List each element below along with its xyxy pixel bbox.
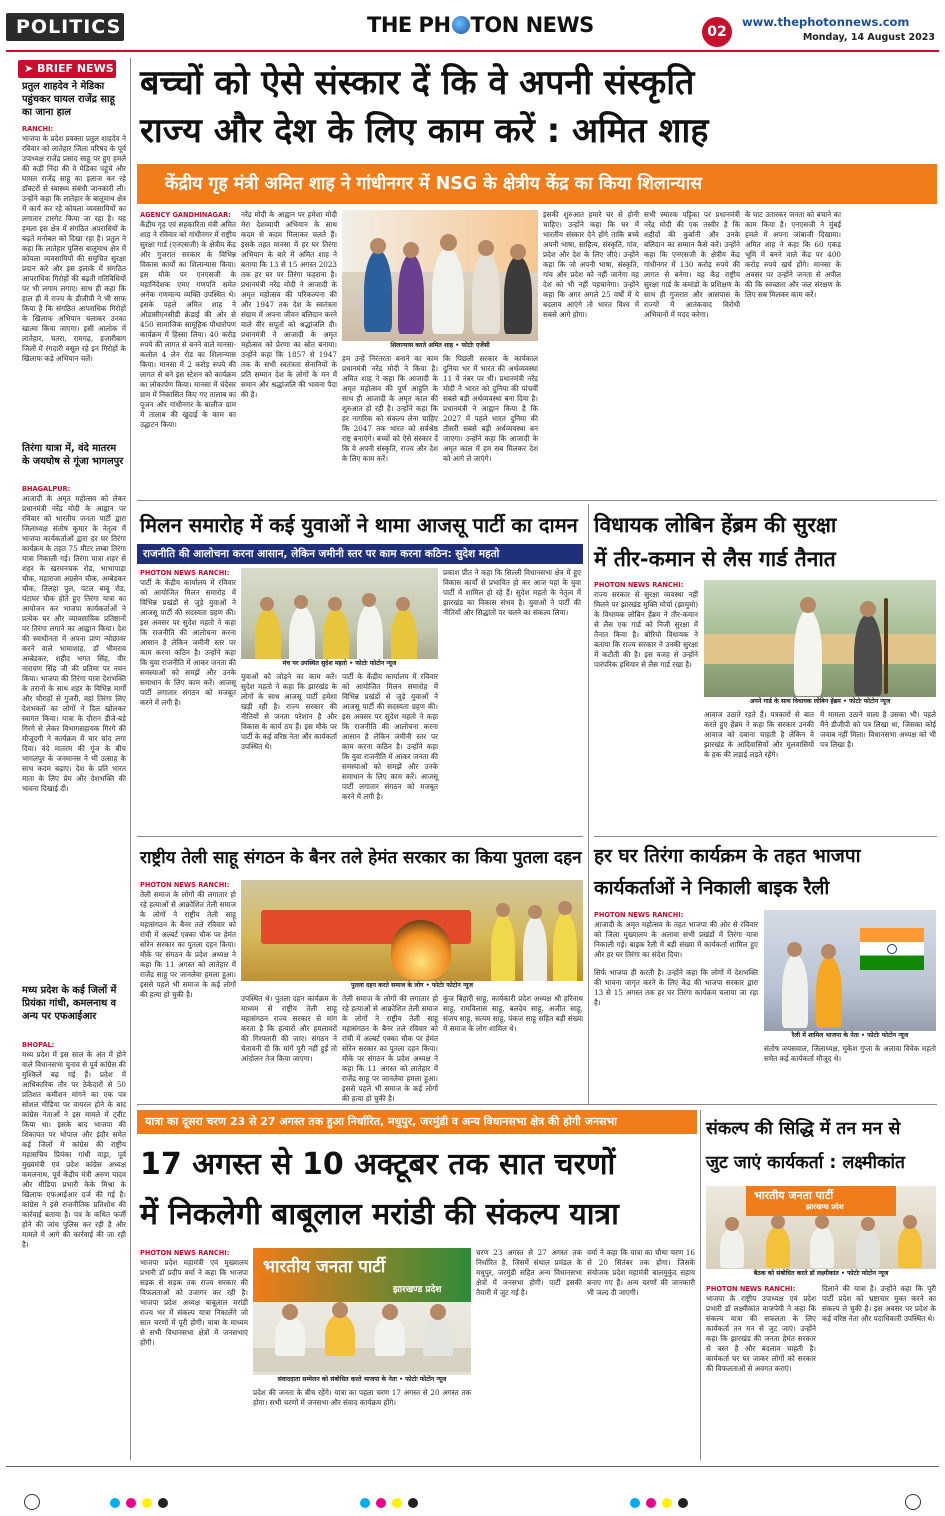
lead-photo-head <box>403 242 419 258</box>
ajsu-dateline: PHOTON NEWS RANCHI: <box>140 569 230 577</box>
sahu-dateline: PHOTON NEWS RANCHI: <box>140 881 230 889</box>
sahu-col-4 <box>443 994 583 1098</box>
lead-col-7 <box>745 210 841 492</box>
sankalp-dateline: PHOTON NEWS RANCHI: <box>706 1285 796 1293</box>
yatra-banner <box>253 1248 471 1302</box>
hembram-photo-head <box>800 597 816 613</box>
lead-photo-head <box>370 238 386 254</box>
brief-headline-3: मध्य प्रदेश के कई जिलों में प्रियंका गांधी, कमलनाथ व अन्य पर एफआईआर <box>22 985 117 1022</box>
lead-col-7-text: के घाट उतारकर जनता को बचाने का काम किया है। एनएसजी ने मुंबई हमले में अपना जांबाजी दिखाया। अमित शाह ने कहा कि 60 एकड़ भूमि में बनने वाले केंद्र पर 400 करोड़ रुपये खर्च होंगे। मानसा के अवसर पर उन्होंने जनता से अपील की कि स्वच्छता और जल संरक्षण के लिए सब मिलकर काम करें। <box>745 210 841 299</box>
ajsu-photo-head <box>396 597 410 611</box>
cmyk-dot-magenta <box>646 1498 656 1508</box>
brief-headline-1: प्रतुल शाहदेव ने मेडिका पहुंचकर घायल राजेंद्र साहू का जाना हाल <box>22 81 115 118</box>
hembram-col-3 <box>820 710 936 830</box>
yatra-photo-head <box>382 1304 398 1320</box>
ajsu-col-4-text: पार्टी के केंद्रीय कार्यालय में रविवार को आयोजित मिलन समारोह में विभिन्न प्रखंडों से जुड़े युवाओं ने आजसू पार्टी की सदस्यता ग्रहण की। इस अवसर पर सुदेश महतो ने कहा कि राजनीति की आलोचना करना आसान है लेकिन जमीनी स्तर पर काम करना कठिन है। उन्होंने कहा कि युवा राजनीति में आकर जनता की समस्याओं को समझें और उनके समाधान के लिए काम करें। आजसू पार्टी लगातार संगठन को मजबूत करने में लगी है। <box>342 672 438 801</box>
lead-col-6-text: सभी स्मारक पट्टिका पर प्रधानमंत्री नरेंद्र मोदी की एक तस्वीर है कि शहीदों की कुर्बानी और उनके बलिदान का सम्मान कैसे करें। उन्होंने कहा कि एनएसजी के क्षेत्रीय केंद्र गांधीनगर में 130 करोड़ रुपये की लागत से बनेगा। यह केंद्र राष्ट्रीय सुरक्षा गार्ड के कमांडो के प्रशिक्षण के साथ ही गुजरात और आसपास के राज्यों में आतंकवाद विरोधी अभियानों में मदद करेगा। <box>644 210 740 319</box>
yatra-photo-head <box>332 1302 348 1318</box>
brief-body-3 <box>22 1040 126 1458</box>
sahu-photo-person <box>491 914 515 986</box>
sahu-photo-head <box>558 901 572 915</box>
sahu-photo-person <box>523 916 547 986</box>
cmyk-dot-cyan <box>630 1498 640 1508</box>
sahu-col-2 <box>241 994 337 1098</box>
yatra-photo-head <box>282 1304 298 1320</box>
lead-col-2-text: नरेंद्र मोदी के आह्वान पर हमेशा मोदी मेरा देशव्यापी अभियान के साथ कदम से कदम मिलाकर चलते हैं। इसके तहत मानसा में हर घर तिरंगा अभियान के बारे में अमित शाह ने बताया कि 13 से 15 अगस्त 2023 तक हर घर पर तिरंगा फहराना है। प्रधानमंत्री नरेंद्र मोदी ने आजादी के अमृत महोत्सव की परिकल्पना की और 1947 तक देश के स्वतंत्रता संग्राम में अपना जीवन बलिदान करने वाले वीर सपूतों को श्रद्धांजलि दी। प्रधानमंत्री ने आजादी के अमृत महोत्सव को प्रेरणा का स्रोत बनाया। उन्होंने कहा कि 1857 से 1947 तक के सभी स्वतंत्रता सेनानियों के प्रति सम्मान देश के लोगों के मन में समान और श्रद्धांजलि की भावना पैदा की है। <box>241 210 337 399</box>
sankalp-photo-head <box>861 1217 875 1231</box>
lead-photo-head <box>440 234 457 251</box>
cmyk-dot-cyan <box>110 1498 120 1508</box>
hembram-dateline: PHOTON NEWS RANCHI: <box>594 581 684 589</box>
crosshair-icon <box>905 1494 921 1510</box>
sahu-col-3-text: कुंज बिहारी साहू, कार्यकारी प्रदेश अध्यक्ष श्री हरिनाथ साहू, रामविलास साहू, बलदेव साहू, अजीत साहू, संजय साहू, सत्यम साहू, पंकज साहू सहित बड़ी संख्या में समाज के लोग शामिल थे। <box>443 994 583 1033</box>
ajsu-col-4 <box>342 672 438 830</box>
tiranga-photo-person <box>782 954 808 1028</box>
sahu-headline: राष्ट्रीय तेली साहू संगठन के बैनर तले हेमंत सरकार का किया पुतला दहन <box>140 848 582 868</box>
tiranga-photo-person <box>816 956 842 1028</box>
masthead-rule <box>6 50 939 52</box>
footer-rule <box>6 1466 939 1467</box>
yatra-dateline: PHOTON NEWS RANCHI: <box>140 1249 230 1257</box>
cmyk-dot-yellow <box>142 1498 152 1508</box>
ajsu-col-2-text: युवाओं को जोड़ने का काम करें। सुदेश महतो ने कहा कि झारखंड के लोगों के साथ आजसू पार्टी हमेशा खड़ी रही है। राज्य सरकार की नीतियों से जनता परेशान है और विकास के कार्य ठप हैं। इस मौके पर पार्टी के कई वरिष्ठ नेता और कार्यकर्ता उपस्थित थे। <box>241 672 338 751</box>
sankalp-photo-head <box>903 1215 917 1229</box>
bow-icon <box>884 598 888 694</box>
lead-col-1-text: केंद्रीय गृह एवं सहकारिता मंत्री अमित शाह ने रविवार को गांधीनगर में राष्ट्रीय सुरक्षा गार्ड (एनएसजी) के क्षेत्रीय केंद्र और गुजरात सरकार के विभिन्न विकास कार्यों का शिलान्यास किया। इस मौके पर एनएसजी के महानिदेशक एमए गणपति समेत अनेक गणमान्य व्यक्ति उपस्थित थे। इसके पहले अमित शाह ने औडासीएनसीडी क्रेडाई की ओर से 450 सामाजिक सामूहिक पौधारोपण कार्यक्रम में हिस्सा लिया। 40 करोड़ रुपये की लागत से बनने वाले मानसा-कलोल 4 लेन रोड का शिलान्यास किया। मानसा में 2 करोड़ रुपये की लागत से बने इस स्टेशन को कार्यक्रम का लोकार्पण किया। मानसा में चंदेसर ग्राम में निकासित किए गए तालाब का पूजन और गांधीनगर के बालीज ग्राम में तालाब की खुदाई के काम का उद्घाटन किया। <box>140 220 236 429</box>
sahu-col-1-text: तेली समाज के लोगों की लगातार हो रहे हत्याओं से आक्रोशित तेली समाज के लोगों ने राष्ट्रीय तेली साहू महासंगठन के बैनर तले रविवार को रांची में अल्बर्ट एक्का चौक पर हेमंत सोरेन सरकार का पुतला दहन किया। मौके पर संगठन के प्रदेश अध्यक्ष ने कहा कि 11 अगस्त को लातेहार में राजेंद्र साहू पर जानलेवा हमला हुआ। इससे पहले भी समाज के कई लोगों की हत्या हो चुकी है। <box>140 890 236 999</box>
sahu-col-3 <box>342 994 438 1103</box>
sankalp-photo-head <box>771 1215 785 1229</box>
tiranga-col-3 <box>764 1044 936 1098</box>
sankalp-banner-text: भारतीय जनता पार्टी <box>754 1189 834 1202</box>
yatra-col-4-text: वर्मा ने कहा कि यात्रा का चौथा चरण 16 से 20 सितंबर तक होगा। जिसके संयोजक प्रदेश महामंत्री बालमुकुंद सहाय बनाए गए हैं। अन्य चरणों की जानकारी भी जल्द दी जाएगी। <box>587 1248 695 1297</box>
yatra-banner-sub: झारखण्ड प्रदेश <box>393 1285 442 1295</box>
ajsu-col-3 <box>443 568 581 830</box>
yatra-strap-text: यात्रा का दूसरा चरण 23 से 27 अगस्त तक हुआ निर्धारित, मधुपुर, जरमुंडी व अन्य विधानसभा क्षेत्र की होगी जनसभा <box>145 1115 617 1128</box>
page-number <box>702 17 732 47</box>
page-number-text: 02 <box>707 24 727 40</box>
lead-col-4-text: कि पिछली सरकार के कार्यकाल दुनिया भर में भारत की अर्थव्यवस्था 11 वें नंबर पर थी। प्रधानमंत्री नरेंद्र मोदी ने भारत को दुनिया की पांचवीं सबसे बड़ी अर्थव्यवस्था बना दिया है। प्रधानमंत्री ने आह्वान किया है कि 2027 में पहले भारत दुनिया की तीसरी सबसे बड़ी अर्थव्यवस्था बन जाएगा। उन्होंने कहा कि आजादी के अमृत काल में हम सब मिलकर देश को आगे ले जाएंगे। <box>443 354 538 463</box>
sahu-photo-caption: पुतला दहन करते समाज के लोग • फोटोः फोटोन न्यूज <box>241 981 583 990</box>
sankalp-photo-caption: बैठक को संबोधित करते डॉ लक्ष्मीकांत • फोटोः फोटोन न्यूज <box>706 1269 936 1278</box>
lead-col-5-text: इसकी शुरुआत हमारे घर से होनी चाहिए। उन्होंने कहा कि घर में भारतीय संस्कार देने होंगे ताकि बच्चे अपनी भाषा, साहित्य, संस्कृति, गांव, प्रदेश और देश के लिए जीएं। उन्होंने कहा कि जो अपनी भाषा, संस्कृति, गांव और प्रदेश को नहीं जानेगा वह देश को भी नहीं पहचानेगा। उन्होंने कहा कि अगर अगले 25 वर्षों में ये बदलाव आएंगे तो भारत विश्व में सबसे आगे होगा। <box>543 210 639 319</box>
ajsu-col-1-text: पार्टी के केंद्रीय कार्यालय में रविवार को आयोजित मिलन समारोह में विभिन्न प्रखंडों से जुड़े युवाओं ने आजसू पार्टी की सदस्यता ग्रहण की। इस अवसर पर सुदेश महतो ने कहा कि राजनीति की आलोचना करना आसान है लेकिन जमीनी स्तर पर काम करना कठिन है। उन्होंने कहा कि युवा राजनीति में आकर जनता की समस्याओं को समझें और उनके समाधान के लिए काम करें। आजसू पार्टी लगातार संगठन को मजबूत करने में लगी है। <box>140 578 236 707</box>
tiranga-col-3-text: संतोष जयसवाल, जिलाध्यक्ष, मुकेश गुप्ता के अलावा विवेक महतो समेत कई कार्यकर्ता मौजूद थे। <box>764 1044 936 1063</box>
hembram-photo-caption: अपने गार्ड के साथ विधायक लोबिन हेंब्रम • फोटोः फोटोन न्यूज <box>704 697 936 706</box>
brief-dateline-1: RANCHI: <box>22 125 54 133</box>
sankalp-photo <box>706 1186 936 1278</box>
sankalp-headline-line-1: संकल्प की सिद्धि में तन मन से <box>706 1119 901 1139</box>
issue-date: Monday, 14 August 2023 <box>802 32 935 43</box>
sankalp-photo-person <box>810 1226 834 1268</box>
brief-text-3: मध्य प्रदेश में इस साल के अंत में होने वाले विधानसभा चुनाव से पूर्व कांग्रेस की मुश्किलें बढ़ गई हैं। प्रदेश में आधिकारिक तौर पर ठेकेदारों से 50 प्रतिशत कमीशन मांगने का एक पत्र सोशल मीडिया पर वायरल होने के बाद कांग्रेस नेताओं ने इस मामले में ट्वीट किया था। इसके बाद भाजपा की शिकायत पर भोपाल और इंदौर समेत कई जिलों में कांग्रेस की राष्ट्रीय महासचिव प्रियंका गांधी वाड्रा, पूर्व मुख्यमंत्री एवं प्रदेश कांग्रेस अध्यक्ष कमलनाथ, पूर्व केंद्रीय मंत्री अरुण यादव और मीडिया प्रभारी केके मिश्रा के खिलाफ एफआईआर दर्ज की गई है। कांग्रेस ने इसे राजनीतिक प्रतिशोध की कार्रवाई बताया है। पत्र के कथित फर्जी होने की जांच पुलिस कर रही है और मामले में आगे की कार्रवाई की जा रही है। <box>22 1050 126 1249</box>
lead-headline-line-1: बच्चों को ऐसे संस्कार दें कि वे अपनी संस्कृति <box>140 63 695 103</box>
brief-body-2 <box>22 484 126 978</box>
masthead-brand <box>367 13 597 45</box>
hembram-photo <box>704 580 936 706</box>
hembram-photo-person <box>854 614 882 696</box>
yatra-banner-text: भारतीय जनता पार्टी <box>263 1257 386 1277</box>
tiranga-photo <box>764 910 936 1040</box>
lead-photo-caption: शिलान्यास करते अमित शाह • फोटोः एजेंसी <box>342 341 538 350</box>
sahu-photo-head <box>528 905 542 919</box>
sankalp-col-2 <box>822 1284 936 1458</box>
sankalp-photo-person <box>720 1228 744 1268</box>
color-registration-bar <box>110 1498 835 1508</box>
sahu-photo <box>241 880 583 990</box>
lead-photo-person <box>398 254 424 334</box>
hembram-headline-line-2: में तीर-कमान से लैस गार्ड तैनात <box>594 547 836 571</box>
lead-photo-person <box>432 248 464 334</box>
sahu-bottom-rule <box>137 1104 937 1105</box>
brief-arrow-icon: ➤ <box>24 62 38 75</box>
lead-photo <box>342 210 538 350</box>
sahu-col-4-text: तेली समाज के लोगों की लगातार हो रहे हत्याओं से आक्रोशित तेली समाज के लोगों ने राष्ट्रीय तेली साहू महासंगठन के बैनर तले रविवार को रांची में अल्बर्ट एक्का चौक पर हेमंत सोरेन सरकार का पुतला दहन किया। मौके पर संगठन के प्रदेश अध्यक्ष ने कहा कि 11 अगस्त को लातेहार में राजेंद्र साहू पर जानलेवा हमला हुआ। इससे पहले भी समाज के कई लोगों की हत्या हो चुकी है। <box>342 994 438 1103</box>
cmyk-dot-black <box>678 1498 688 1508</box>
lead-photo-person <box>364 250 392 332</box>
lead-strap <box>137 164 937 204</box>
ajsu-photo-head <box>328 597 342 611</box>
lead-col-6 <box>644 210 740 492</box>
brief-text-1: भाजपा के प्रदेश प्रवक्ता प्रतुल शाहदेव ने रविवार को लातेहार जिला परिषद के पूर्व उपाध्यक्ष राजेंद्र प्रसाद साहू पर हुए हमले की कड़ी निंदा की वे मेडिका पहुंचे और घायल राजेंद्र साहू का इलाज कर रहे डॉक्टरों से स्वास्थ्य संबंधी जानकारी ली। उन्होंने कहा कि लातेहार के बालूमाथ क्षेत्र में कार्य कर रहे कोयला व्यवसायियों का लगातार टारगेट किया जा रहा है। यह हमला इस क्षेत्र में संगठित अपराधियों के बढ़ते मनोबल को दिखा रहा है। प्रतुल ने कहा कि लातेहार पुलिस बालूमाथ क्षेत्र में कोयला व्यवसायियों की समुचित सुरक्षा प्रदान करे और इस इलाके में संगठित आपराधिक गिरोहों की बढ़ती गतिविधियों पर भी लगाम लगाए। साथ ही कहा कि हाल ही में राज्य के डीजीपी ने भी साफ किया है कि संगठित आपराधिक गिरोहों के खिलाफ अभियान चलाकर उनका खात्मा किया जाएगा। इसी आलोक में लातेहार, चतरा, रामगढ़, हजारीबाग जिलों में रंगदारी वसूल रहे इन गिरोहों के खिलाफ कड़े अभियान चलें। <box>22 134 126 363</box>
hembram-col-1-text: राज्य सरकार से सुरक्षा व्यवस्था नहीं मिलने पर झारखंड मुक्ति मोर्चा (झामुमो) के विधायक लोबिन हेंब्रम ने तीर-कमान से लैस एक गार्ड को निजी सुरक्षा में तैनात किया है। बोरियो विधायक ने बताया कि राज्य सरकार ने उनकी सुरक्षा में कटौती की है। इस वजह से उन्होंने पारंपरिक हथियार से लैस गार्ड रखा है। <box>594 590 698 669</box>
cmyk-dot-magenta <box>126 1498 136 1508</box>
yatra-col-4 <box>587 1248 695 1458</box>
ajsu-headline: मिलन समारोह में कई युवाओं ने थामा आजसू पार्टी का दामन <box>140 513 578 537</box>
lead-headline-line-2: राज्य और देश के लिए काम करें : अमित शाह <box>140 111 709 151</box>
ajsu-photo-head <box>294 595 308 609</box>
sahu-col-1 <box>140 880 236 1098</box>
lead-col-1 <box>140 210 236 492</box>
sahu-photo-head <box>496 903 510 917</box>
tiranga-headline-line-1: हर घर तिरंगा कार्यक्रम के तहत भाजपा <box>594 845 861 867</box>
sankalp-col-1-text: भाजपा के राष्ट्रीय उपाध्यक्ष एवं प्रदेश प्रभारी डॉ लक्ष्मीकांत वाजपेयी ने कहा कि संकल्प यात्रा की सफलता के लिए कार्यकर्ता तन मन से जुट जाएं। उन्होंने कहा कि झारखंड की जनता हेमंत सरकार से त्रस्त है और बदलाव चाहती है। कार्यकर्ता घर घर जाकर लोगों को सरकार की विफलताओं से अवगत कराएं। <box>706 1294 816 1373</box>
yatra-headline-line-2: में निकलेगी बाबूलाल मरांडी की संकल्प यात्रा <box>140 1197 619 1232</box>
sankalp-col-2-text: दिलाने की यात्रा है। उन्होंने कहा कि पूरी पार्टी प्रदेश को भ्रष्टाचार मुक्त करने का संकल्प ले चुकी है। इस अवसर पर प्रदेश के कई वरिष्ठ नेता और पदाधिकारी उपस्थित थे। <box>822 1284 936 1323</box>
yatra-column-rule <box>700 1110 701 1460</box>
ajsu-photo <box>241 568 438 668</box>
brand-left: THE PH <box>367 13 451 37</box>
yatra-strap <box>137 1110 697 1134</box>
sankalp-photo-person <box>766 1226 790 1268</box>
brief-body-1 <box>22 124 126 436</box>
section-label-text: POLITICS <box>16 16 122 38</box>
yatra-col-3-text: चरण 23 अगस्त से 27 अगस्त तक निर्धारित है, जिसमें संथाल प्रमंडल के मधुपुर, जरमुंडी सहित अन्य विधानसभा क्षेत्रों में जनसभा होगी। पार्टी इसकी तैयारी में जुट गई है। <box>476 1248 582 1297</box>
sankalp-headline-line-2: जुट जाएं कार्यकर्ता : लक्ष्मीकांत <box>706 1153 906 1173</box>
brief-text-2: आजादी के अमृत महोत्सव को लेकर प्रधानमंत्री नरेंद्र मोदी के आह्वान पर रविवार को भारतीय जनता पार्टी द्वारा जिलाध्यक्ष संतोष कुमार के नेतृत्व में भाजपा कार्यकर्ताओं द्वारा हर घर तिरंगा कार्यक्रम के तहत 75 मीटर लम्बा तिरंगा यात्रा निकाली गई। तिरंगा यात्रा शहर से शहर के खरमनचक रोड, भाभापाड़ा चौक, महाराजा अग्रसेन चौक, अम्बेडकर चौक, तिलहा पुल, पटल बाबू रोड, घंटाघर चौक होते हुए तिरंगा यात्रा का आयोजन कर भाजपा कार्यकर्ताओं ने प्रत्येक घर और व्यावसायिक प्रतिष्ठानों पर तिरंगा लगाने का आह्वान किया। देश की स्वाधीनता में अपना प्राण न्योछावर करने वाले भामाशाह, डॉ भीमराव अम्बेडकर, शहीद भगत सिंह, वीर नारायण सिंह जी की प्रतिमा पर नमन किया। भाजपा की तिरंगा यात्रा देशभक्ति के तरानों के साथ शहर के विभिन्न मार्गों और चौराहों से गुजरी, वहां तिरंगा लिए देशभक्तों का लोगों ने दिल खोलकर स्वागत किया। यात्रा के दौरान डीजे-बड़े गिरगे से लेकर विभागसहायक गिरगे की मौजूदगी ने कार्यक्रम में चार चांद लगा दिया। वंदे मातरम की गूंज के बीच भागलपुर के जनमानस ने भी उत्साह के साथ कदम बढ़ाए। देश के प्रति भारत माता के लिए प्रेम और देशभक्ति की भावना दिखाई दी। <box>22 494 126 793</box>
yatra-photo-person <box>375 1316 405 1356</box>
hembram-headline-line-1: विधायक लोबिन हेंब्रम की सुरक्षा <box>594 513 837 537</box>
lead-photo-person <box>504 256 532 334</box>
yatra-col-2-text: प्रदेश की जनता के बीच रहेंगे। यात्रा का पहला चरण 17 अगस्त से 20 अगस्त तक होगा। सभी चरणों में जनसभा और संवाद कार्यक्रम होंगे। <box>253 1388 471 1407</box>
yatra-photo-head <box>430 1304 446 1320</box>
sankalp-photo-person <box>856 1228 880 1268</box>
brief-news-label-text: BRIEF NEWS <box>37 62 114 75</box>
sankalp-banner <box>746 1186 896 1216</box>
lead-photo-head <box>478 240 494 256</box>
middle-column-rule <box>588 504 589 1104</box>
lead-col-2 <box>241 210 337 492</box>
lead-photo-person <box>472 252 500 334</box>
cmyk-dot-yellow <box>392 1498 402 1508</box>
tiranga-col-1 <box>594 910 758 964</box>
sankalp-photo-person <box>898 1226 922 1268</box>
cmyk-dot-yellow <box>662 1498 672 1508</box>
hembram-photo-head <box>860 601 876 617</box>
sahu-col-2-text: उपस्थित थे। पुतला दहन कार्यक्रम के माध्यम से राष्ट्रीय तेली साहू महासंगठन राज्य सरकार से मांग करता है कि हत्यारों और हमलावरों की गिरफ्तारी की जाए। संगठन ने चेतावनी दी कि मांगें पूरी नहीं हुईं तो आंदोलन तेज किया जाएगा। <box>241 994 337 1063</box>
lead-dateline: AGENCY GANDHINAGAR: <box>140 211 231 219</box>
lead-col-3-text: हम उन्हें निरंतरता बनाने का काम प्रधानमंत्री नरेंद्र मोदी ने किया है। अमित शाह ने कहा कि आजादी के अमृत महोत्सव की पूर्ण आहुति के साथ ही आजादी के अमृत काल की शुरुआत हो रही है। उन्होंने कहा कि हर नागरिक को संकल्प लेना चाहिए कि 2047 तक भारत को सर्वश्रेष्ठ राष्ट्र बनाएंगे। बच्चों को ऐसे संस्कार दें कि वे अपनी संस्कृति, राज्य और देश के लिए काम करें। <box>342 354 438 463</box>
lead-photo-head <box>510 244 526 260</box>
lead-bottom-rule <box>137 500 937 501</box>
tiranga-photo-head <box>787 942 802 957</box>
brief-dateline-2: BHAGALPUR: <box>22 485 71 493</box>
sankalp-photo-head <box>815 1215 829 1229</box>
yatra-col-1 <box>140 1248 248 1458</box>
yatra-headline-line-1: 17 अगस्त से 10 अक्टूबर तक सात चरणों <box>140 1147 616 1182</box>
hembram-col-1 <box>594 580 698 706</box>
flag-chakra-icon <box>887 944 897 954</box>
hembram-col-3-text: में मामला उठाने वाला है उसका भी। पहले मैंने डीजीपी को पत्र लिखा था, जिसका कोई जवाब नहीं मिला। विधानसभा अध्यक्ष को भी पत्र लिखा है। <box>820 710 936 749</box>
cmyk-dot-black <box>408 1498 418 1508</box>
brand-right: TON NEWS <box>470 13 594 37</box>
ajsu-strap-text: राजनीति की आलोचना करना आसान, लेकिन जमीनी स्तर पर काम करना कठिन: सुदेश महतो <box>143 548 500 560</box>
yatra-photo-person <box>325 1314 355 1356</box>
cmyk-dot-black <box>158 1498 168 1508</box>
lead-col-3 <box>342 354 438 492</box>
tiranga-dateline: PHOTON NEWS RANCHI: <box>594 911 684 919</box>
brief-news-label <box>18 60 116 78</box>
lead-col-5 <box>543 210 639 492</box>
tiranga-col-2-text: सिर्फ भाजपा ही करती है। उन्होंने कहा कि लोगों में देशभक्ति की भावना जागृत करने के लिए केंद्र की भाजपा सरकार द्वारा 13 से 15 अगस्त तक हर घर तिरंगा कार्यक्रम चलाया जा रहा है। <box>594 968 758 1007</box>
yatra-col-3 <box>476 1248 582 1458</box>
website-link[interactable]: www.thephotonnews.com <box>742 15 910 29</box>
section-label <box>6 13 124 41</box>
ajsu-strap <box>137 544 583 564</box>
tiranga-headline-line-2: कार्यकर्ताओं ने निकाली बाइक रैली <box>594 877 830 899</box>
ajsu-col-1 <box>140 568 236 830</box>
yatra-col-2 <box>253 1388 471 1458</box>
ajsu-col-3-text: प्रकाश प्रीत ने कहा कि सिल्ली विधानसभा क्षेत्र में हुए विकास कार्यों से प्रभावित हो कर आज यहां के युवा पार्टी में शामिल हो रहे हैं। सुदेश महतो के नेतृत्व में झारखंड का विकास संभव है। युवाओं ने पार्टी की नीतियों और सिद्धांतों पर चलने का संकल्प लिया। <box>443 568 581 617</box>
fire-icon <box>391 920 451 980</box>
yatra-photo-person <box>423 1316 453 1356</box>
yatra-col-1-text: भाजपा प्रदेश महामंत्री एवं मुख्यालय प्रभारी डॉ प्रदीप वर्मा ने कहा कि भाजपा सड़क से सड़क तक राज्य सरकार की विफलताओं को उजागर कर रही है। भाजपा प्रदेश अध्यक्ष बाबूलाल मरांडी राज्य भर में संकल्प यात्रा निकालेंगे जो सात चरणों में पूरी होगी। यात्रा के माध्यम से सभी विधानसभा क्षेत्रों में जनसभाएं होंगी। <box>140 1258 248 1347</box>
yatra-photo-caption: संवाददाता सम्मेलन को संबोधित करते भाजपा के नेता • फोटोः फोटोन न्यूज <box>253 1375 471 1384</box>
lead-strap-text: केंद्रीय गृह मंत्री अमित शाह ने गांधीनगर में NSG के क्षेत्रीय केंद्र का किया शिलान्यास <box>165 174 702 194</box>
sankalp-col-1 <box>706 1284 816 1458</box>
cmyk-dot-cyan <box>360 1498 370 1508</box>
hembram-photo-person <box>794 610 822 696</box>
cmyk-dot-magenta <box>376 1498 386 1508</box>
hembram-col-2-text: आवाज उठाते रहते हैं। पत्रकारों से बात करते हुए हेंब्रम ने कहा कि सरकार उनकी आवाज को दबाना चाहती है लेकिन वे झारखंड के आदिवासियों और मूलवासियों के हक की लड़ाई लड़ते रहेंगे। <box>704 710 814 759</box>
ajsu-photo-caption: मंच पर उपस्थित सुदेश महतो • फोटोः फोटोन न्यूज <box>241 659 438 668</box>
hembram-col-2 <box>704 710 814 830</box>
ajsu-bottom-rule <box>137 836 583 837</box>
sankalp-banner-sub: झारखण्ड प्रदेश <box>806 1203 844 1211</box>
yatra-photo <box>253 1248 471 1384</box>
sankalp-photo-head <box>725 1217 739 1231</box>
ajsu-photo-head <box>362 593 376 607</box>
yatra-photo-person <box>275 1316 305 1356</box>
tiranga-col-2 <box>594 968 758 1098</box>
tiranga-photo-head <box>821 944 836 959</box>
brief-headline-2: तिरंगा यात्रा में, वंदे मातरम के जयघोष से गूंजा भागलपुर <box>22 443 124 467</box>
ajsu-photo-head <box>260 597 274 611</box>
hembram-bottom-rule <box>594 836 937 837</box>
brief-dateline-3: BHOPAL: <box>22 1041 55 1049</box>
tiranga-photo-caption: रैली में शामिल भाजपा के नेता • फोटोः फोटोन न्यूज <box>764 1031 936 1040</box>
brief-column-rule <box>130 58 131 1460</box>
lead-col-4 <box>443 354 538 492</box>
sahu-photo-person <box>553 912 577 986</box>
ajsu-col-2 <box>241 672 337 830</box>
tiranga-col-1-text: आजादी के अमृत महोत्सव के तहत भाजपा की ओर से रविवार को जिला मुख्यालय के अलावा सभी प्रखंडों में तिरंगा यात्रा निकाली गई। बाइक रैली में बड़ी संख्या में कार्यकर्ता शामिल हुए और हर घर तिरंगा का संदेश दिया। <box>594 920 758 959</box>
crosshair-icon <box>24 1494 40 1510</box>
camera-globe-icon <box>452 16 470 34</box>
